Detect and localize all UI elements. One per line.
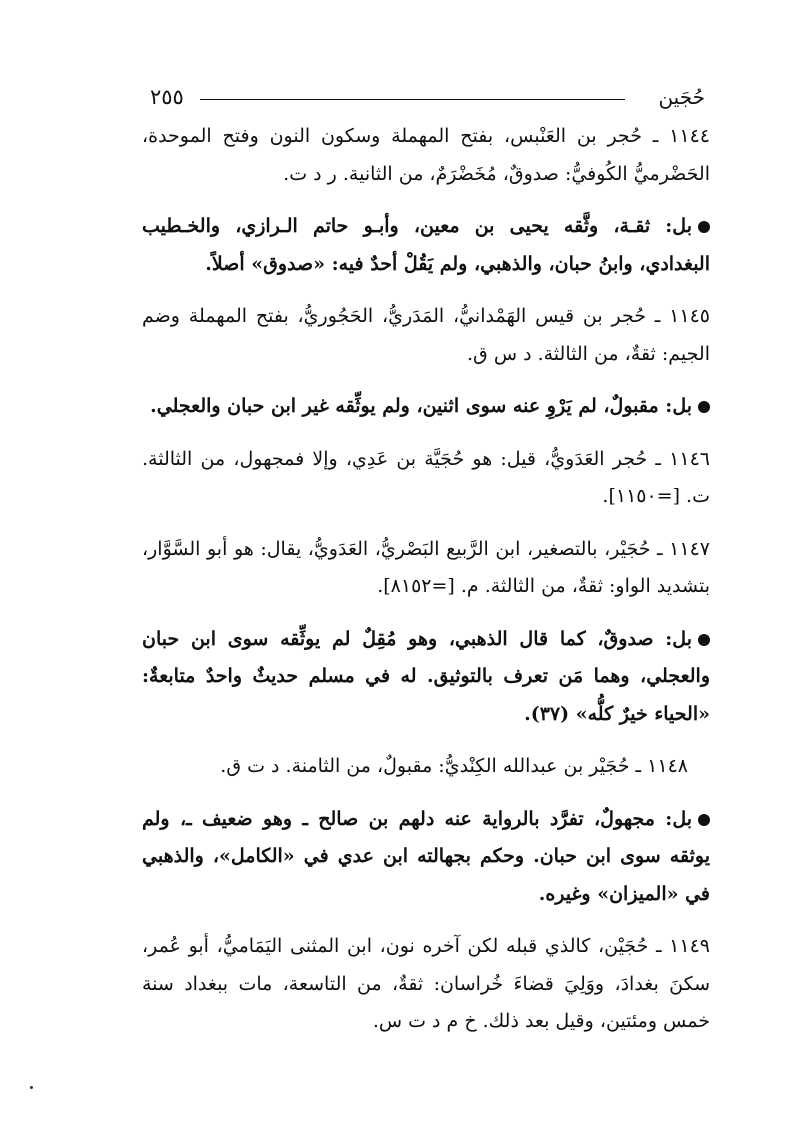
- entry-text: ١١٤٤ ـ حُجر بن العَنْبس، بفتح المهملة وسكون النون وفتح الموحدة، الحَضْرميُّ الكُوفيُّ: صدوقٌ، مُخَضْرَمٌ، من الثانية. ر د ت.: [142, 125, 710, 185]
- running-title: حُجَين: [658, 85, 705, 109]
- editor-note: [142, 208, 710, 283]
- biography-entry-1147: [142, 531, 710, 606]
- bullet-icon: [698, 401, 710, 413]
- biography-entry-1146: [142, 441, 710, 516]
- note-text: بل: مقبولٌ، لم يَرْوِ عنه سوى اثنين، ولم يوثِّقه غير ابن حبان والعجلي.: [150, 395, 692, 417]
- entry-text: ١١٤٥ ـ حُجر بن قيس الهَمْدانيُّ، المَدَريُّ، الحَجُوريُّ، بفتح المهملة وضم الجيم: ثقةٌ، من الثالثة. د س ق.: [142, 305, 710, 365]
- margin-speck: [30, 1086, 33, 1089]
- entry-text: ١١٤٩ ـ حُجَيْن، كالذي قبله لكن آخره نون، ابن المثنى اليَمَاميُّ، أبو عُمر، سكنَ بغدادَ، ووَلِيَ قضاءَ خُراسان: ثقةٌ، من التاسعة، مات ببغداد سنة خمس ومئتين، وقيل بعد ذلك. خ م د ت س.: [142, 935, 710, 1032]
- page-header: [150, 82, 705, 112]
- biography-entry-1145: [142, 298, 710, 373]
- entry-text: ١١٤٦ ـ حُجر العَدَويُّ، قيل: هو حُجَيَّة بن عَدِي، وإلا فمجهول، من الثالثة. ت. [=١١٥٠].: [142, 447, 710, 507]
- bullet-icon: [698, 814, 710, 826]
- entry-text: ١١٤٨ ـ حُجَيْر بن عبدالله الكِنْديُّ: مقبولٌ، من الثامنة. د ت ق.: [220, 755, 688, 777]
- note-text: بل: صدوقٌ، كما قال الذهبي، وهو مُقِلٌ لم يوثِّقه سوى ابن حبان والعجلي، وهما مَن تعرف بالتوثيق. له في مسلم حديثٌ واحدٌ متابعةٌ: «الحياء خيرٌ كلُّه» (٣٧).: [142, 627, 710, 725]
- page-content: [142, 118, 710, 1056]
- biography-entry-1148: [142, 748, 710, 786]
- biography-entry-1149: [142, 928, 710, 1041]
- editor-note: [142, 621, 710, 734]
- note-text: بل: ثقـة، وثَّقه يحيى بن معين، وأبـو حاتم الـرازي، والخـطيب البغدادي، وابنُ حبان، والذهبي، ولم يَقُلْ أحدٌ فيه: «صدوق» أصلاً.: [142, 215, 710, 275]
- entry-text: ١١٤٧ ـ حُجَيْر، بالتصغير، ابن الرَّبيع البَصْريُّ، العَدَويُّ، يقال: هو أبو السَّوَّار، بتشديد الواو: ثقةٌ، من الثالثة. م. [=٨١٥٢].: [142, 537, 710, 597]
- header-rule: [200, 99, 625, 100]
- bullet-icon: [698, 221, 710, 233]
- note-text: بل: مجهولٌ، تفرَّد بالرواية عنه دلهم بن صالح ـ وهو ضعيف ـ، ولم يوثقه سوى ابن حبان. وحكم بجهالته ابن عدي في «الكامل»، والذهبي في «الميزان» وغيره.: [142, 807, 710, 905]
- bullet-icon: [698, 634, 710, 646]
- page-number: ٢٥٥: [150, 85, 184, 109]
- editor-note: [142, 388, 710, 426]
- biography-entry-1144: [142, 118, 710, 193]
- editor-note: [142, 801, 710, 914]
